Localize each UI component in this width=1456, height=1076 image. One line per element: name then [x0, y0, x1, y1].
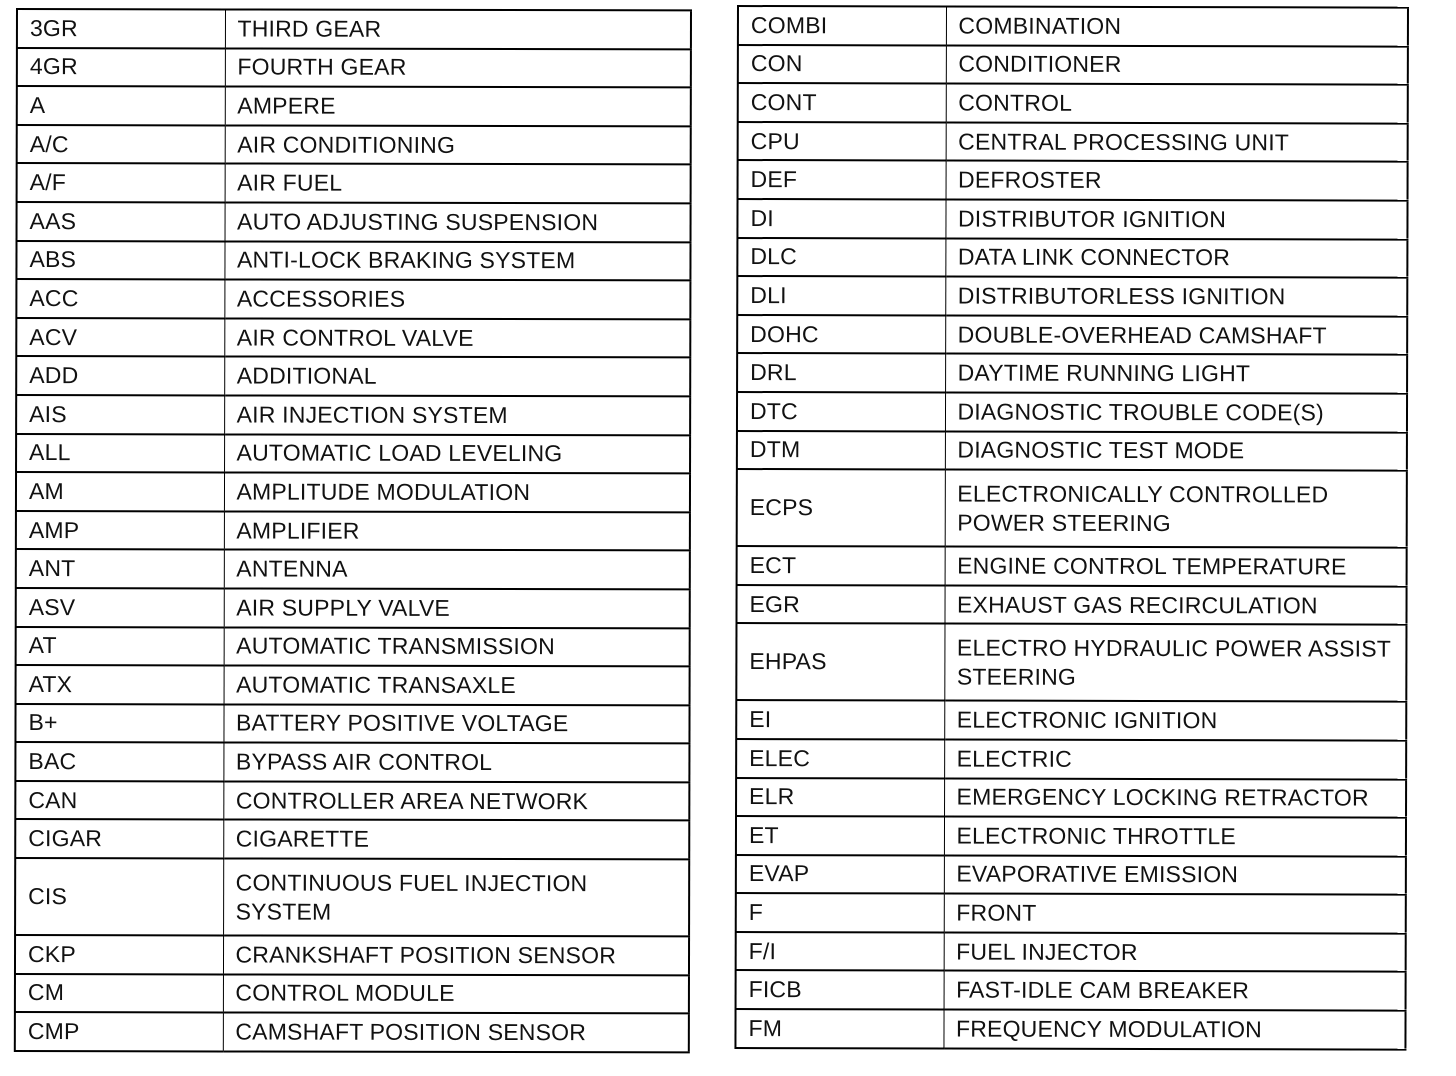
abbreviation-cell: CIGAR [15, 819, 223, 858]
abbreviation-cell: DOHC [737, 315, 945, 354]
table-row [736, 700, 1406, 740]
abbreviation-cell: AMP [16, 511, 224, 550]
meaning-cell: AUTOMATIC TRANSMISSION [224, 627, 690, 667]
meaning-cell: AIR CONTROL VALVE [224, 318, 690, 358]
abbreviation-cell: A [17, 86, 225, 125]
table-row [16, 318, 690, 358]
abbreviation-table-right [734, 5, 1409, 1050]
abbreviation-cell: EGR [736, 585, 944, 624]
table-row [16, 434, 690, 474]
meaning-cell: CONTROLLER AREA NETWORK [223, 781, 689, 821]
abbreviation-cell: CM [15, 974, 223, 1013]
meaning-cell: ADDITIONAL [224, 357, 690, 397]
meaning-cell: CRANKSHAFT POSITION SENSOR [223, 935, 689, 975]
table-row [736, 970, 1406, 1010]
table-row [15, 742, 689, 782]
meaning-cell: DISTRIBUTOR IGNITION [945, 199, 1407, 239]
table-row [17, 163, 691, 203]
abbreviation-cell: ELR [736, 778, 944, 817]
abbreviation-cell: FM [735, 1009, 943, 1048]
abbreviation-cell: CON [738, 45, 946, 84]
abbreviation-cell: CMP [15, 1012, 223, 1051]
meaning-cell: BATTERY POSITIVE VOLTAGE [223, 704, 689, 744]
table-row [738, 83, 1408, 123]
meaning-cell: CONTROL MODULE [223, 974, 689, 1014]
meaning-cell: ELECTRONIC IGNITION [944, 701, 1406, 741]
meaning-cell: BYPASS AIR CONTROL [223, 743, 689, 783]
abbreviation-cell: 4GR [17, 48, 225, 87]
abbreviation-cell: CONT [738, 83, 946, 122]
meaning-cell: CENTRAL PROCESSING UNIT [946, 122, 1408, 162]
meaning-cell: DEFROSTER [946, 161, 1408, 201]
meaning-cell: CAMSHAFT POSITION SENSOR [223, 1013, 689, 1053]
abbreviation-cell: EI [736, 700, 944, 739]
abbreviation-table-left [14, 8, 692, 1053]
meaning-cell: DIAGNOSTIC TROUBLE CODE(S) [945, 392, 1407, 432]
abbreviation-cell: DRL [737, 353, 945, 392]
table-row [15, 819, 689, 859]
table-row [16, 472, 690, 512]
meaning-cell: AUTOMATIC LOAD LEVELING [224, 434, 690, 474]
abbreviation-cell: DTM [737, 431, 945, 470]
abbreviation-cell: EVAP [736, 855, 944, 894]
meaning-cell: AIR CONDITIONING [225, 125, 691, 165]
meaning-cell: AIR INJECTION SYSTEM [224, 395, 690, 435]
meaning-cell: ANTI-LOCK BRAKING SYSTEM [224, 241, 690, 281]
meaning-cell: DAYTIME RUNNING LIGHT [945, 354, 1407, 394]
meaning-cell: DISTRIBUTORLESS IGNITION [945, 277, 1407, 317]
meaning-cell: FOURTH GEAR [225, 48, 691, 88]
abbreviation-cell: AAS [17, 202, 225, 241]
meaning-cell: CIGARETTE [223, 820, 689, 860]
meaning-cell: AIR SUPPLY VALVE [224, 588, 690, 628]
abbreviation-cell: B+ [15, 704, 223, 743]
abbreviation-cell: ACV [16, 318, 224, 357]
meaning-cell: ELECTRIC [944, 739, 1406, 779]
meaning-cell: AMPERE [225, 87, 691, 127]
meaning-cell: ACCESSORIES [224, 280, 690, 320]
meaning-cell: AUTO ADJUSTING SUSPENSION [225, 202, 691, 242]
abbreviation-cell: BAC [15, 742, 223, 781]
meaning-cell: FAST-IDLE CAM BREAKER [944, 971, 1406, 1011]
meaning-cell: ELECTRONIC THROTTLE [944, 817, 1406, 857]
table-row [738, 160, 1408, 200]
meaning-cell: EMERGENCY LOCKING RETRACTOR [944, 778, 1406, 818]
table-row [16, 627, 690, 667]
table-row [736, 739, 1406, 779]
abbreviation-cell: DLC [737, 238, 945, 277]
meaning-cell: DIAGNOSTIC TEST MODE [945, 431, 1407, 471]
meaning-cell: FRONT [944, 894, 1406, 934]
meaning-cell: EVAPORATIVE EMISSION [944, 855, 1406, 895]
meaning-cell: AMPLITUDE MODULATION [224, 473, 690, 513]
meaning-cell: AUTOMATIC TRANSAXLE [224, 666, 690, 706]
table-row [737, 315, 1407, 355]
table-row [737, 546, 1407, 586]
table-row [16, 549, 690, 589]
abbreviation-cell: ATX [16, 665, 224, 704]
table-row [737, 353, 1407, 393]
meaning-cell: ANTENNA [224, 550, 690, 590]
table-row [16, 511, 690, 551]
table-row [16, 665, 690, 705]
table-row [15, 704, 689, 744]
abbreviation-cell: ECT [737, 546, 945, 585]
table-row [15, 781, 689, 821]
abbreviation-cell: CIS [15, 858, 223, 935]
meaning-cell: AMPLIFIER [224, 511, 690, 551]
table-row [17, 9, 691, 49]
table-row [736, 816, 1406, 856]
abbreviation-cell: ELEC [736, 739, 944, 778]
meaning-cell: DOUBLE-OVERHEAD CAMSHAFT [945, 315, 1407, 355]
table-row [738, 45, 1408, 85]
abbreviation-cell: DI [737, 199, 945, 238]
table-row [16, 395, 690, 435]
table-row [15, 858, 689, 936]
abbreviation-cell: DTC [737, 392, 945, 431]
table-row [16, 588, 690, 628]
meaning-cell: FUEL INJECTOR [944, 932, 1406, 972]
table-row [17, 48, 691, 88]
table-row [736, 893, 1406, 933]
abbreviation-cell: AT [16, 627, 224, 666]
table-row [737, 276, 1407, 316]
table-row [17, 86, 691, 126]
meaning-cell: DATA LINK CONNECTOR [945, 238, 1407, 278]
table-row [737, 431, 1407, 471]
table-row [737, 392, 1407, 432]
meaning-cell: ELECTRO HYDRAULIC POWER ASSIST STEERING [944, 624, 1406, 702]
abbreviation-cell: AIS [16, 395, 224, 434]
table-row [15, 974, 689, 1014]
table-row [735, 1009, 1405, 1049]
abbreviation-cell: ACC [16, 279, 224, 318]
table-row [737, 238, 1407, 278]
table-row [16, 356, 690, 396]
abbreviation-cell: ADD [16, 356, 224, 395]
abbreviation-cell: ALL [16, 434, 224, 473]
abbreviation-cell: FICB [736, 970, 944, 1009]
table-row [16, 279, 690, 319]
meaning-cell: EXHAUST GAS RECIRCULATION [944, 585, 1406, 625]
abbreviation-cell: ABS [16, 241, 224, 280]
abbreviation-cell: A/C [17, 125, 225, 164]
meaning-cell: FREQUENCY MODULATION [943, 1010, 1405, 1050]
table-row [736, 855, 1406, 895]
table-row [15, 935, 689, 975]
table-row [16, 241, 690, 281]
abbreviation-cell: 3GR [17, 9, 225, 48]
abbreviation-cell: DEF [738, 160, 946, 199]
abbreviation-cell: DLI [737, 276, 945, 315]
abbreviation-cell: CPU [738, 122, 946, 161]
abbreviation-cell: ECPS [737, 469, 945, 547]
meaning-cell: ENGINE CONTROL TEMPERATURE [945, 547, 1407, 587]
abbreviation-cell: EHPAS [736, 623, 944, 701]
meaning-cell: THIRD GEAR [225, 9, 691, 49]
meaning-cell: CONDITIONER [946, 45, 1408, 85]
table-row [15, 1012, 689, 1052]
abbreviation-cell: COMBI [738, 6, 946, 45]
table-row [736, 623, 1406, 702]
abbreviation-cell: CKP [15, 935, 223, 974]
abbreviation-cell: ANT [16, 549, 224, 588]
table-row [737, 469, 1407, 548]
abbreviation-cell: ASV [16, 588, 224, 627]
abbreviation-cell: ET [736, 816, 944, 855]
table-row [738, 6, 1408, 46]
abbreviation-cell: A/F [17, 163, 225, 202]
table-row [17, 202, 691, 242]
meaning-cell: CONTROL [946, 84, 1408, 124]
abbreviation-cell: CAN [15, 781, 223, 820]
abbreviation-cell: F/I [736, 932, 944, 971]
table-row [737, 199, 1407, 239]
abbreviation-cell: F [736, 893, 944, 932]
table-row [736, 778, 1406, 818]
abbreviation-cell: AM [16, 472, 224, 511]
meaning-cell: AIR FUEL [225, 164, 691, 204]
table-row [738, 122, 1408, 162]
table-row [17, 125, 691, 165]
meaning-cell: COMBINATION [946, 7, 1408, 47]
meaning-cell: ELECTRONICALLY CONTROLLED POWER STEERING [945, 470, 1407, 548]
table-row [736, 932, 1406, 972]
meaning-cell: CONTINUOUS FUEL INJECTION SYSTEM [223, 858, 689, 936]
table-row [736, 585, 1406, 625]
